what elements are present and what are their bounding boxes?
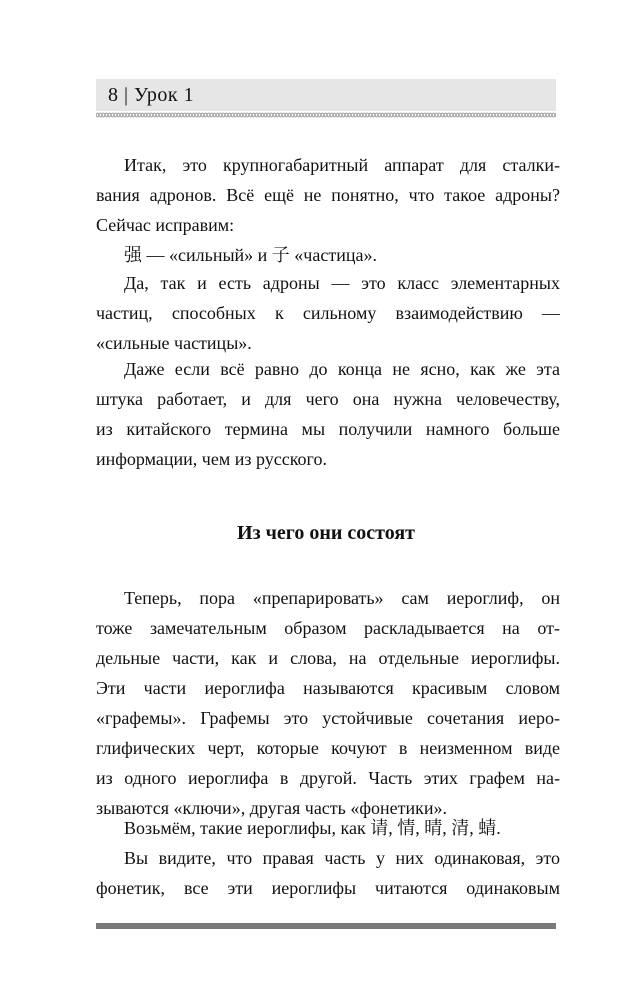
text-line: Теперь, пора «препарировать» сам иероглиф, он	[124, 588, 560, 608]
paragraph-1	[96, 150, 560, 240]
text-line: «графемы». Графемы это устойчивые сочетания иеро-	[96, 708, 560, 728]
paragraph-2	[96, 240, 560, 270]
text-line: штука работает, и для чего она нужна человечеству,	[96, 389, 560, 409]
text-line: частиц, способных к сильному взаимодействию —	[96, 303, 560, 323]
text-line: Возьмём, такие иероглифы, как 请, 情, 晴, 清, 蜻.	[124, 818, 501, 838]
paragraph-4	[96, 354, 560, 474]
section-paragraph-3	[96, 843, 560, 903]
page-number-and-chapter: 8 | Урок 1	[108, 84, 195, 106]
running-head	[96, 79, 556, 111]
text-line: из одного иероглифа в другой. Часть этих графем на-	[96, 768, 560, 788]
text-line: Да, так и есть адроны — это класс элементарных	[124, 273, 560, 293]
text-line: Итак, это крупногабаритный аппарат для сталки-	[124, 155, 560, 175]
text-line: тоже замечательным образом раскладывается на от-	[96, 618, 560, 638]
text-line: из китайского термина мы получили намного больше	[96, 419, 560, 439]
text-line: «сильные частицы».	[96, 333, 252, 353]
text-line: Эти части иероглифа называются красивым словом	[96, 678, 560, 698]
text-line: фонетик, все эти иероглифы читаются одинаковым	[96, 878, 560, 898]
running-head-ornament	[96, 111, 556, 119]
section-heading: Из чего они состоят	[237, 522, 415, 544]
text-line: дельные части, как и слова, на отдельные иероглифы.	[96, 648, 560, 668]
text-line: Даже если всё равно до конца не ясно, как же эта	[124, 359, 560, 379]
paragraph-3	[96, 268, 560, 358]
text-line: зываются «ключи», другая часть «фонетики».	[96, 798, 448, 818]
bottom-rule	[96, 923, 556, 929]
section-paragraph-2	[96, 813, 560, 843]
text-line: Сейчас исправим:	[96, 215, 235, 235]
text-line: Вы видите, что правая часть у них одинаковая, это	[124, 848, 560, 868]
text-line: информации, чем из русского.	[96, 449, 327, 469]
text-line: глифических черт, которые кочуют в неизменном виде	[96, 738, 560, 758]
section-paragraph-1	[96, 583, 560, 823]
text-line: 强 — «сильный» и 子 «частица».	[124, 245, 377, 265]
text-line: вания адронов. Всё ещё не понятно, что такое адроны?	[96, 185, 560, 205]
